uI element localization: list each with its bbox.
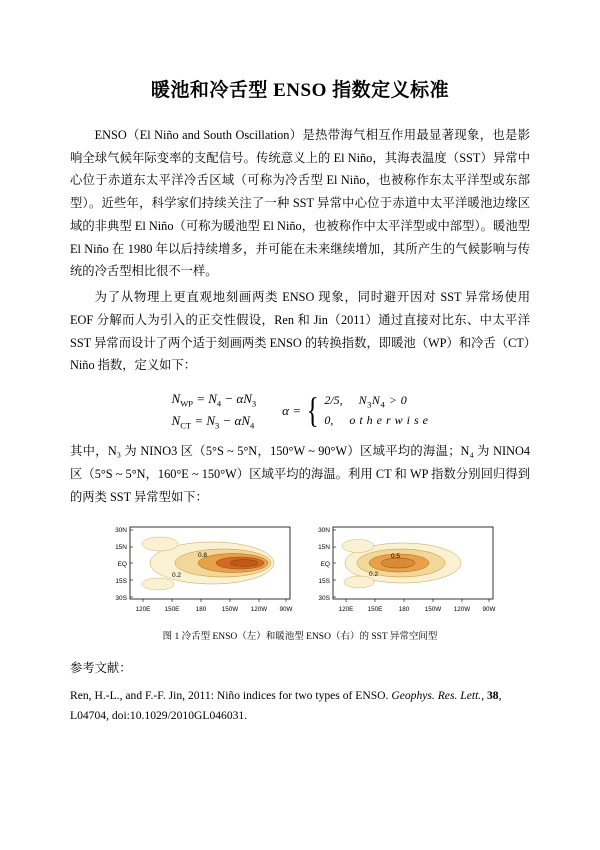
- reference-item: [70, 686, 530, 725]
- alpha-definition: [282, 389, 429, 430]
- reference-volume: 38: [487, 689, 499, 703]
- svg-text:150E: 150E: [367, 606, 383, 614]
- svg-text:0.5: 0.5: [391, 553, 401, 561]
- paragraph-1: ENSO（El Niño and South Oscillation）是热带海气相互作用最显著现象，也是影响全球气候年际变率的支配信号。传统意义上的 El Niño，其海表温度（SST）异常中心位于赤道东太平洋冷舌区域（可称为冷舌型 El Niño，也被称作东太平洋型或东部型）。近些年，科学家们持续关注了一种 SST 异常中心位于赤道中太平洋暖池边缘区域的非典型 El Niño（可称为暖池型 El Niño，也被称作中太平洋型或中部型）。暖池型 El Niño 在 1980 年以后持续增多，并可能在未来继续增加，其所产生的气候影响与传统的冷舌型相比很不一样。: [70, 128, 530, 279]
- reference-journal: Geophys. Res. Lett.: [391, 689, 482, 703]
- paragraph-2: 为了从物理上更直观地刻画两类 ENSO 现象，同时避开因对 SST 异常场使用 EOF 分解而人为引入的正交性假设，Ren 和 Jin（2011）通过直接对比东、中太平洋 SST 异常而设计了两个适于刻画两类 ENSO 的转换指数，即暖池（WP）和冷舌（CT）Niño 指数，定义如下：: [70, 290, 530, 373]
- svg-text:30S: 30S: [115, 595, 127, 603]
- paragraph-3: 其中，N₃ 为 NINO3 区（5°S ~ 5°N，150°W ~ 90°W）区域平均的海温；N₄ 为 NINO4 区（5°S ~ 5°N，160°E ~ 150°W）区域平均的海温。利用 CT 和 WP 指数分别回归得到的两类 SST 异常型如下：: [70, 444, 530, 504]
- alpha-case-1: [324, 393, 428, 409]
- alpha-label: α =: [282, 402, 302, 418]
- svg-text:30S: 30S: [318, 595, 330, 603]
- svg-text:30N: 30N: [115, 527, 127, 535]
- svg-text:15N: 15N: [318, 544, 330, 552]
- svg-text:180: 180: [398, 606, 410, 614]
- svg-text:120E: 120E: [338, 606, 354, 614]
- alpha-case-1-value: 2/5,: [324, 393, 343, 408]
- equation-group: [172, 391, 257, 430]
- alpha-case-2: [324, 413, 428, 428]
- figure-1: [70, 522, 530, 642]
- page-content: [70, 40, 530, 726]
- figure-panels: [100, 522, 500, 622]
- left-brace: {: [306, 389, 319, 430]
- figure-body: [100, 522, 500, 642]
- svg-text:EQ: EQ: [320, 561, 330, 569]
- references-heading: 参考文献：: [70, 661, 132, 676]
- svg-text:0.2: 0.2: [369, 571, 379, 579]
- svg-text:30N: 30N: [318, 527, 330, 535]
- reference-sep: ,: [481, 689, 487, 703]
- svg-text:15S: 15S: [115, 578, 127, 586]
- svg-text:90W: 90W: [482, 606, 496, 614]
- alpha-case-2-value: 0,: [324, 412, 334, 427]
- panel-warm-pool-enso: [303, 522, 500, 622]
- reference-text-pre: Ren, H.‐L., and F.‐F. Jin, 2011: Niño indices for two types of ENSO.: [70, 689, 392, 703]
- svg-text:150W: 150W: [424, 606, 442, 614]
- svg-text:180: 180: [195, 606, 207, 614]
- svg-text:120W: 120W: [453, 606, 471, 614]
- page-title: 暖池和冷舌型 ENSO 指数定义标准: [150, 80, 450, 101]
- alpha-case-2-condition: o t h e r w i s e: [349, 412, 429, 427]
- svg-text:120E: 120E: [135, 606, 151, 614]
- alpha-cases: [324, 393, 428, 427]
- equation-wp: $N_{WP} = N_4 - \alpha N_3$: [171, 391, 257, 409]
- equation-ct: $N_{CT} = N_3 - \alpha N_4$: [171, 412, 255, 431]
- figure-caption: 图 1 冷舌型 ENSO（左）和暖池型 ENSO（右）的 SST 异常空间型: [162, 632, 438, 643]
- reference-text-post: , L04704, doi:10.1029/2010GL046031.: [70, 689, 502, 723]
- svg-text:90W: 90W: [279, 606, 293, 614]
- svg-text:0.2: 0.2: [172, 572, 182, 580]
- svg-text:15N: 15N: [115, 544, 127, 552]
- svg-text:0.8: 0.8: [198, 552, 208, 560]
- formula-block: [70, 391, 530, 430]
- svg-text:150W: 150W: [221, 606, 239, 614]
- svg-text:120W: 120W: [250, 606, 268, 614]
- svg-text:150E: 150E: [164, 606, 180, 614]
- svg-text:EQ: EQ: [117, 561, 127, 569]
- svg-text:15S: 15S: [318, 578, 330, 586]
- panel-cold-tongue-enso: [100, 522, 297, 622]
- alpha-case-1-condition: $N_3N_4 > 0$: [358, 393, 408, 410]
